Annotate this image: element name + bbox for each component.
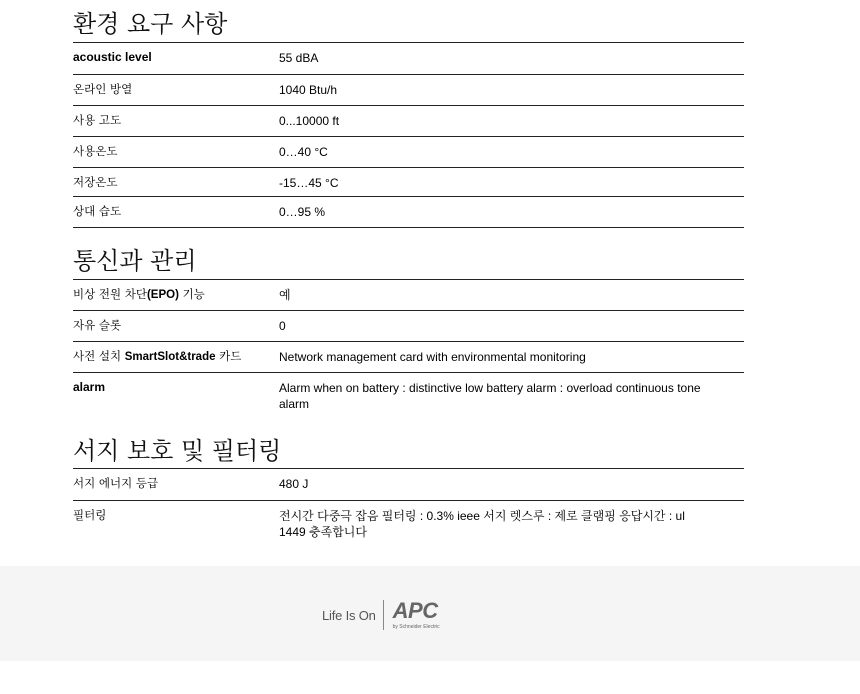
spec-table-communication — [73, 279, 744, 419]
row-label: 사용 고도 — [73, 113, 122, 127]
table-row — [73, 43, 744, 75]
spec-table-environment — [73, 42, 744, 228]
section-title: 환경 요구 사항 — [73, 10, 228, 38]
row-value: 0…40 °C — [279, 145, 328, 159]
section-title: 통신과 관리 — [73, 247, 197, 275]
row-label: 자유 슬롯 — [73, 318, 122, 332]
table-row — [73, 280, 744, 311]
row-label: 상대 습도 — [73, 204, 122, 218]
row-value: 1040 Btu/h — [279, 83, 338, 97]
row-label: 온라인 방열 — [73, 82, 133, 96]
row-label: 저장온도 — [73, 175, 118, 189]
row-value: 480 J — [279, 477, 309, 491]
table-row — [73, 373, 744, 419]
row-label: 필터링 — [73, 508, 107, 522]
tagline: Life Is On — [322, 607, 376, 623]
section-surge — [73, 437, 281, 465]
row-value: 0…95 % — [279, 205, 326, 219]
table-row — [73, 137, 744, 168]
section-communication — [73, 247, 197, 275]
table-row — [73, 106, 744, 137]
section-title: 서지 보호 및 필터링 — [73, 437, 282, 465]
row-label: 사전 설치 SmartSlot&trade 카드 — [73, 349, 242, 363]
apc-logo — [392, 597, 440, 630]
row-label-bold: (EPO) — [146, 289, 179, 301]
brand-logo[interactable] — [322, 598, 440, 632]
table-row — [73, 469, 744, 501]
row-label-bold: SmartSlot&trade — [124, 351, 216, 363]
table-row — [73, 168, 744, 197]
row-label: 사용온도 — [73, 144, 118, 158]
table-row — [73, 75, 744, 106]
table-row — [73, 197, 744, 228]
row-value: 예 — [279, 288, 291, 302]
row-value: -15…45 °C — [279, 176, 339, 190]
section-environment — [73, 10, 227, 38]
table-row — [73, 311, 744, 342]
apc-wordmark: APC — [392, 597, 438, 623]
row-value: 전시간 다중극 잡음 필터링 : 0.3% ieee 서지 렛스루 : 제로 클램핑 응답시간 : ul 1449 충족합니다 — [279, 509, 685, 539]
row-value: 0 — [279, 319, 286, 333]
row-value: 0...10000 ft — [279, 114, 340, 128]
row-value: Network management card with environmental monitoring — [279, 350, 586, 364]
spec-table-surge — [73, 468, 744, 547]
row-label: alarm — [73, 380, 106, 394]
page-footer — [0, 566, 860, 661]
row-label: 서지 에너지 등급 — [73, 476, 159, 490]
table-row — [73, 501, 744, 547]
row-value: Alarm when on battery : distinctive low battery alarm : overload continuous tone alarm — [279, 381, 701, 411]
table-row — [73, 342, 744, 373]
apc-subtitle: by Schneider Electric — [392, 623, 440, 630]
logo-divider — [383, 600, 384, 630]
row-label: acoustic level — [73, 50, 152, 64]
row-label: 비상 전원 차단(EPO) 기능 — [73, 287, 205, 301]
row-value: 55 dBA — [279, 51, 319, 65]
